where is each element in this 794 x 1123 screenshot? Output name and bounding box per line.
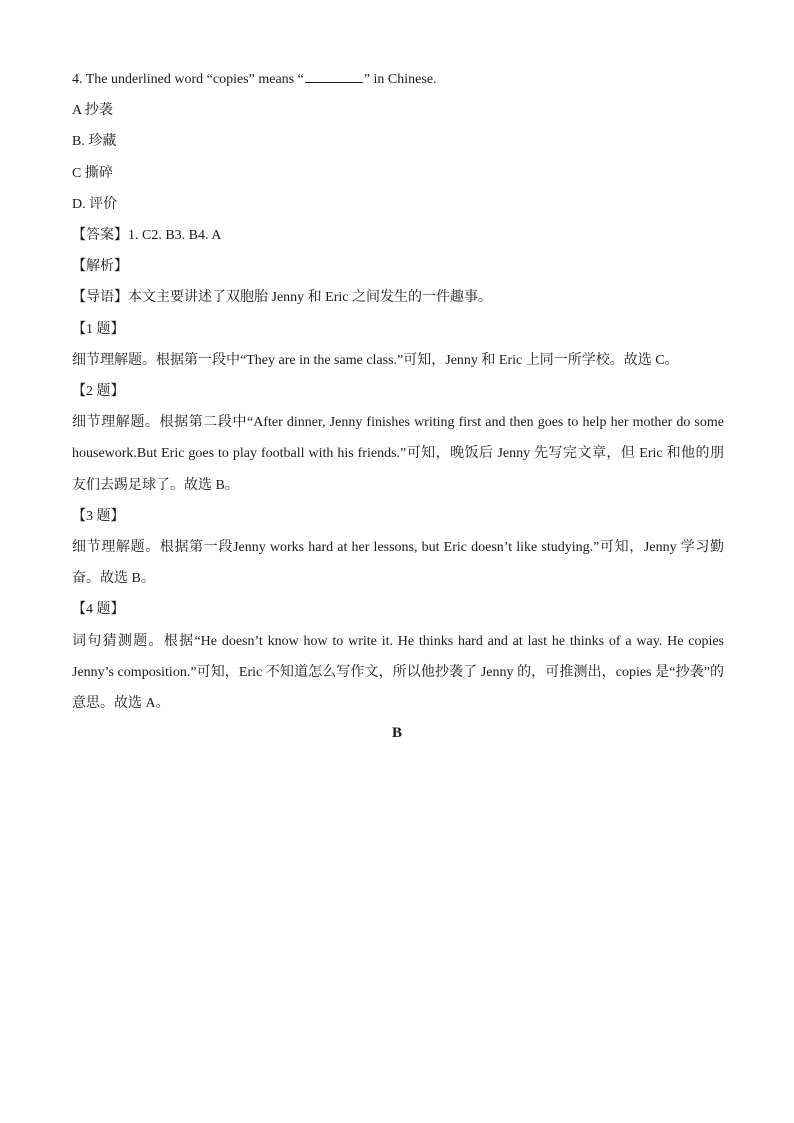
option-a: A 抄袭 [72,103,113,119]
answer-blank [305,68,363,83]
option-c: C 撕碎 [72,165,113,181]
option-b: B. 珍藏 [72,134,117,150]
explanation-2-heading: 【2 题】 [72,384,125,400]
explanation-4-text: 词句猜测题。根据“He doesn’t know how to write it. He thinks hard and at last he thinks of a way. He copies Jenny’s composition.”可知，Eric 不知道怎么写作文，所以他抄袭了 Jenny 的，可推测出，copies 是“抄袭”的意思。故选 A。 [72,633,724,712]
question-4-stem: 4. The underlined word “copies” means “ ” in Chinese. [72,64,724,95]
explanation-4-heading: 【4 题】 [72,602,125,618]
answer-key: 【答案】1. C2. B3. B4. A [72,228,222,244]
explanation-3-text: 细节理解题。根据第一段Jenny works hard at her lessons, but Eric doesn’t like studying.”可知，Jenny 学习勤奋。故选 B。 [72,540,724,587]
guide-text: 【导语】本文主要讲述了双胞胎 Jenny 和 Eric 之间发生的一件趣事。 [72,290,492,306]
explanation-1-heading: 【1 题】 [72,321,125,337]
explanation-1-text: 细节理解题。根据第一段中“They are in the same class.”可知，Jenny 和 Eric 上同一所学校。故选 C。 [72,352,679,368]
option-d: D. 评价 [72,196,118,212]
page-content [72,64,724,719]
section-b-heading: B [391,725,402,741]
explanation-3-heading: 【3 题】 [72,508,125,524]
analysis-heading: 【解析】 [72,259,128,275]
explanation-2-text: 细节理解题。根据第二段中“After dinner, Jenny finishes writing first and then goes to help her mother do some housework.But Eric goes to play football with his friends.”可知，晚饭后 Jenny 先写完文章，但 Eric 和他的朋友们去踢足球了。故选 B。 [72,415,724,493]
